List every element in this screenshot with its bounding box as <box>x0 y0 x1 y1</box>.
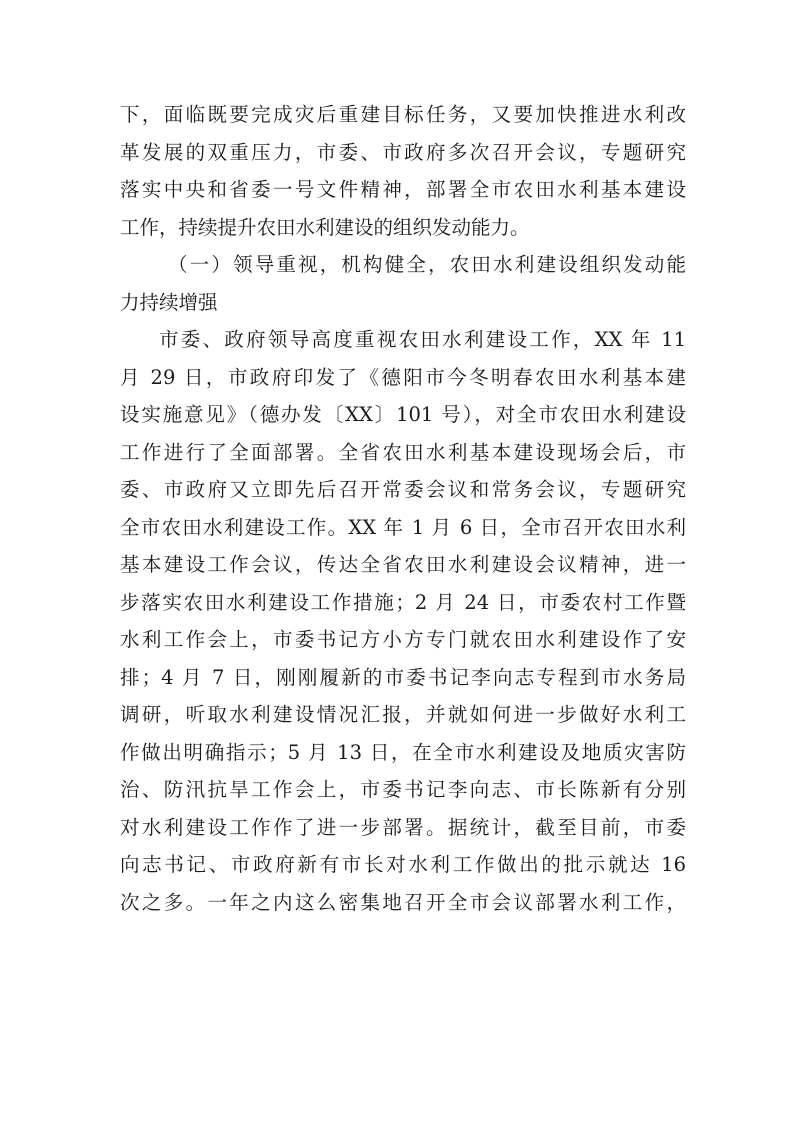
paragraph-1 <box>120 96 686 246</box>
text-line: 落实中央和省委一号文件精神，部署全市农田水利基本建设 <box>120 178 686 201</box>
heading-line: 力持续增强 <box>120 290 218 314</box>
text-line: 委、市政府又立即先后召开常委会议和常务会议，专题研究 <box>120 478 686 501</box>
text-line: 作做出明确指示；5 月 13 日，在全市水利建设及地质灾害防 <box>120 740 686 764</box>
section-heading <box>120 246 686 321</box>
text-line: 下，面临既要完成灾后重建目标任务，又要加快推进水利改 <box>120 103 686 126</box>
text-line: 向志书记、市政府新有市长对水利工作做出的批示就达 16 <box>120 853 686 876</box>
text-line: 步落实农田水利建设工作措施；2 月 24 日，市委农村工作暨 <box>120 590 686 614</box>
text-line: 次之多。一年之内这么密集地召开全市会议部署水利工作， <box>120 890 686 914</box>
text-line: 市委、政府领导高度重视农田水利建设工作，XX 年 11 <box>159 328 686 351</box>
text-line: 全市农田水利建设工作。XX 年 1 月 6 日，全市召开农田水利 <box>120 515 686 539</box>
text-line: 基本建设工作会议，传达全省农田水利建设会议精神，进一 <box>120 553 686 576</box>
document-page <box>120 96 686 921</box>
text-line: 工作进行了全面部署。全省农田水利基本建设现场会后，市 <box>120 440 686 464</box>
text-line: 工作，持续提升农田水利建设的组织发动能力。 <box>120 215 530 239</box>
text-line: 对水利建设工作作了进一步部署。据统计，截至目前，市委 <box>120 815 686 839</box>
text-line: 调研，听取水利建设情况汇报，并就如何进一步做好水利工 <box>120 703 686 726</box>
text-line: 排；4 月 7 日，刚刚履新的市委书记李向志专程到市水务局 <box>120 665 686 689</box>
text-line: 水利工作会上，市委书记方小方专门就农田水利建设作了安 <box>120 628 686 651</box>
text-line: 设实施意见》（德办发〔XX〕101 号），对全市农田水利建设 <box>120 403 686 426</box>
text-line: 革发展的双重压力，市委、市政府多次召开会议，专题研究 <box>120 140 686 164</box>
text-line: 治、防汛抗旱工作会上，市委书记李向志、市长陈新有分别 <box>120 778 686 801</box>
heading-line: （一）领导重视，机构健全，农田水利建设组织发动能 <box>168 253 686 276</box>
text-line: 月 29 日，市政府印发了《德阳市今冬明春农田水利基本建 <box>120 365 686 389</box>
paragraph-2 <box>120 321 686 921</box>
